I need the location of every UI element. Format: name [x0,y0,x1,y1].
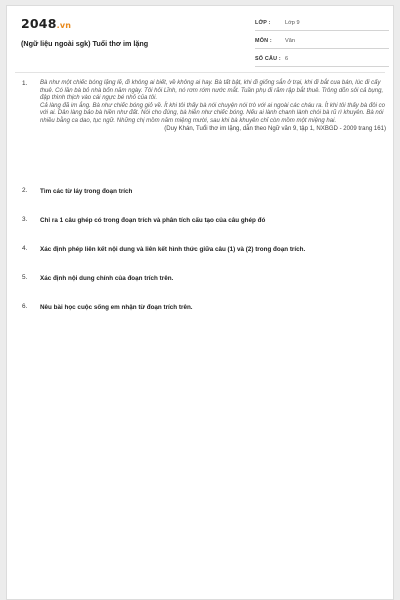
meta-value-subject: Văn [285,38,295,44]
question-number: 6. [22,303,28,310]
question-body [40,187,386,196]
worksheet-title: (Ngữ liệu ngoài sgk) Tuổi thơ im lặng [21,39,149,48]
meta-row-subject [255,34,389,49]
passage-paragraph: Bà như một chiếc bóng lặng lẽ, đi không ai biết, về không ai hay. Bà tất bật, khi đi giống sắn ở trại, khi đi bắt cua bán, lúc đi cấy thuê. Có lần bà bỏ nhà bốn năm ngày. Tôi hỏi Lĩnh, nó rơm rớm nước mắt. Tuần phụ đi rãm rập bắt thuê. Trông dõn sôi cả bụng, đập thình thịch vào cái ngực bé nhỏ của tôi. [40,80,384,102]
worksheet-header [7,6,395,66]
passage-paragraph: Cả làng đã im ắng. Bà như chiếc bóng giỏ về. Ít khi tôi thấy bà nói chuyện nói trò với ai ngoài các cháu ra. Ít khi tôi thấy bà đôi co với ai. Dân làng bảo bà hiền như đất. Nói cho đúng, bà hiền như chiếc bóng. Nếu ai lành chanh lành chói bà rũ rì khuyên. Bà nói nhiều bằng ca dao, tục ngữ. Những chị mồm năm miệng mười, sau khi bà khuyên chỉ còn mồm một miệng hai. [40,102,385,124]
meta-label-grade: LỚP : [255,20,271,26]
question-item [7,274,395,303]
meta-label-count: SỐ CÂU : [255,56,281,62]
reading-passage [40,80,386,126]
question-text: Nêu bài học cuộc sống em nhận từ đoạn trích trên. [40,304,193,311]
question-number: 1. [22,80,28,87]
question-number: 5. [22,274,28,281]
question-item [7,80,395,187]
question-item [7,245,395,274]
meta-row-grade [255,16,389,31]
question-item [7,187,395,216]
question-text: Chỉ ra 1 câu ghép có trong đoạn trích và phân tích cấu tạo của câu ghép đó [40,217,266,224]
question-body [40,303,386,312]
question-number: 2. [22,187,28,194]
question-list [7,80,395,332]
passage-source: (Duy Khán, Tuổi thơ im lặng, dẫn theo Ngữ văn 9, tập 1, NXBGD - 2009 trang 161) [164,125,386,132]
question-body [40,274,386,283]
meta-value-grade: Lớp 9 [285,20,300,26]
logo-number: 2048 [21,16,57,31]
logo-tld: .vn [56,21,72,30]
question-item [7,216,395,245]
meta-value-count: 6 [285,56,289,62]
question-item [7,303,395,332]
question-body [40,80,386,133]
worksheet-page [6,5,394,600]
header-divider [15,72,385,73]
site-logo[interactable] [21,17,71,33]
question-body [40,216,386,225]
question-text: Xác định phép liên kết nội dung và liên kết hình thức giữa câu (1) và (2) trong đoạn trích. [40,246,306,253]
question-number: 4. [22,245,28,252]
meta-label-subject: MÔN : [255,38,272,44]
question-number: 3. [22,216,28,223]
question-text: Xác định nội dung chính của đoạn trích trên. [40,275,174,282]
meta-row-count [255,52,389,67]
question-text: Tìm các từ láy trong đoạn trích [40,188,133,195]
question-body [40,245,386,254]
worksheet-meta [255,16,389,70]
